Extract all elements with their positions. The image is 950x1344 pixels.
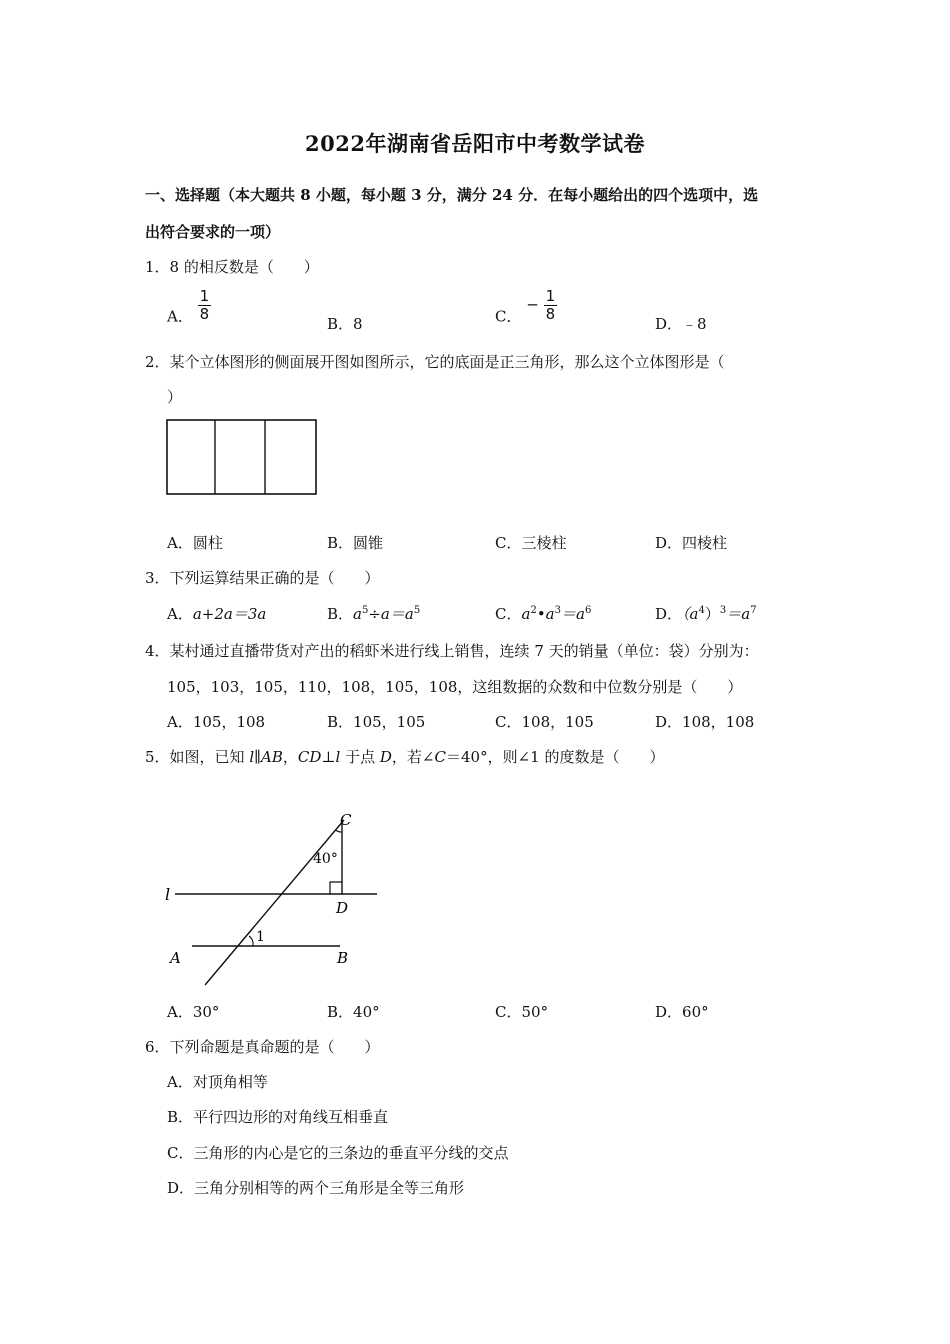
stem-text: ， <box>282 748 298 766</box>
question-2-option-d: D．四棱柱 <box>655 534 728 552</box>
question-2-option-b: B．圆锥 <box>327 534 384 552</box>
question-4-option-d: D．108，108 <box>655 713 755 731</box>
stem-point: C <box>434 748 446 766</box>
var: a <box>353 605 362 623</box>
question-5-option-b: B．40° <box>327 1003 380 1021</box>
exponent: 6 <box>584 605 592 616</box>
fraction-neg-one-eighth <box>544 288 558 323</box>
expr: •a <box>536 605 555 623</box>
exponent: 3 <box>554 605 561 616</box>
label-a: A <box>170 949 181 967</box>
question-4-stem-cont: 105，103，105，110，108，105，108，这组数据的众数和中位数分别是（ ） <box>167 678 743 696</box>
question-6-option-c: C．三角形的内心是它的三条边的垂直平分线的交点 <box>167 1144 509 1162</box>
question-6-option-a: A．对顶角相等 <box>167 1073 268 1091</box>
label-c: C <box>340 811 352 829</box>
question-3-option-d <box>655 603 757 624</box>
question-5-option-c: C．50° <box>495 1003 549 1021</box>
question-2-option-a: A．圆柱 <box>167 534 223 552</box>
question-1-option-d: D．﹣8 <box>655 315 707 333</box>
option-a-label: A． <box>167 307 193 326</box>
fraction-one-eighth <box>198 288 212 323</box>
fraction-denominator: 8 <box>545 305 556 323</box>
question-6-stem: 6．下列命题是真命题的是（ ） <box>145 1038 380 1056</box>
option-a-expression: a+2a＝3a <box>192 605 267 623</box>
question-5-option-a: A．30° <box>167 1003 220 1021</box>
expr: ＝a <box>726 605 751 623</box>
question-3-stem: 3．下列运算结果正确的是（ ） <box>145 569 380 587</box>
angle-1-arc <box>249 936 253 946</box>
net-rectangle-figure <box>160 412 330 502</box>
fraction-denominator: 8 <box>199 305 210 323</box>
option-a-label: A． <box>167 605 193 623</box>
stem-text: ＝40°，则∠1 的度数是（ ） <box>445 748 665 766</box>
question-6-option-d: D．三角分别相等的两个三角形是全等三角形 <box>167 1179 465 1197</box>
label-angle-1: 1 <box>256 929 265 945</box>
var: a <box>521 605 531 623</box>
negative-sign: − <box>526 295 539 314</box>
question-3-option-a <box>167 603 266 624</box>
stem-text: ，若∠ <box>391 748 435 766</box>
fraction-numerator: 1 <box>199 287 210 305</box>
section-heading-line1: 一、选择题（本大题共 8 小题，每小题 3 分，满分 24 分．在每小题给出的四个选项中，选 <box>145 186 759 204</box>
page-title: 2022年湖南省岳阳市中考数学试卷 <box>305 131 645 156</box>
angle-c-arc <box>336 830 343 832</box>
option-c-label: C． <box>495 605 522 623</box>
question-3-option-c <box>495 603 591 624</box>
stem-text: 5．如图，已知 <box>145 748 250 766</box>
label-d: D <box>336 899 349 917</box>
question-1-option-a <box>167 288 211 327</box>
expr: （a <box>682 605 699 623</box>
exponent: 4 <box>698 605 705 616</box>
paren: ） <box>704 605 720 623</box>
question-4-option-b: B．105，105 <box>327 713 426 731</box>
question-5-stem <box>145 746 664 767</box>
geometry-figure <box>155 805 395 990</box>
option-b-label: B． <box>327 605 354 623</box>
question-6-option-b: B．平行四边形的对角线互相垂直 <box>167 1108 389 1126</box>
section-heading-line2: 出符合要求的一项） <box>145 223 281 241</box>
question-5-option-d: D．60° <box>655 1003 709 1021</box>
question-4-option-c: C．108，105 <box>495 713 594 731</box>
option-d-label: D． <box>655 605 683 623</box>
stem-relation: l∥AB <box>249 748 283 766</box>
question-4-option-a: A．105，108 <box>167 713 266 731</box>
label-b: B <box>337 949 349 967</box>
expr: ＝a <box>560 605 585 623</box>
stem-text: 于点 <box>340 748 380 766</box>
net-outer-rect <box>167 420 316 494</box>
exponent: 5 <box>361 605 369 616</box>
exponent: 2 <box>530 605 537 616</box>
right-angle-mark <box>330 882 342 894</box>
question-1-stem: 1．8 的相反数是（ ） <box>145 258 319 276</box>
label-l: l <box>165 885 171 904</box>
exponent: 7 <box>750 605 757 616</box>
question-2-stem: 2．某个立体图形的侧面展开图如图所示，它的底面是正三角形，那么这个立体图形是（ <box>145 353 725 371</box>
question-2-stem-cont: ） <box>167 388 183 406</box>
question-1-option-b: B．8 <box>327 315 363 333</box>
stem-point: D <box>379 748 392 766</box>
label-40-degrees: 40° <box>313 851 338 867</box>
question-4-stem: 4．某村通过直播带货对产出的稻虾米进行线上销售，连续 7 天的销量（单位：袋）分别为： <box>145 642 759 660</box>
transversal-line <box>205 820 344 985</box>
stem-relation: CD⊥l <box>297 748 341 766</box>
question-3-option-b <box>327 603 420 624</box>
expr: ÷a＝a <box>368 605 414 623</box>
option-c-label: C． <box>495 307 522 326</box>
question-2-option-c: C．三棱柱 <box>495 534 567 552</box>
exponent: 3 <box>719 605 727 616</box>
fraction-numerator: 1 <box>545 287 556 305</box>
exponent: 5 <box>413 605 421 616</box>
question-1-option-c <box>495 288 557 327</box>
